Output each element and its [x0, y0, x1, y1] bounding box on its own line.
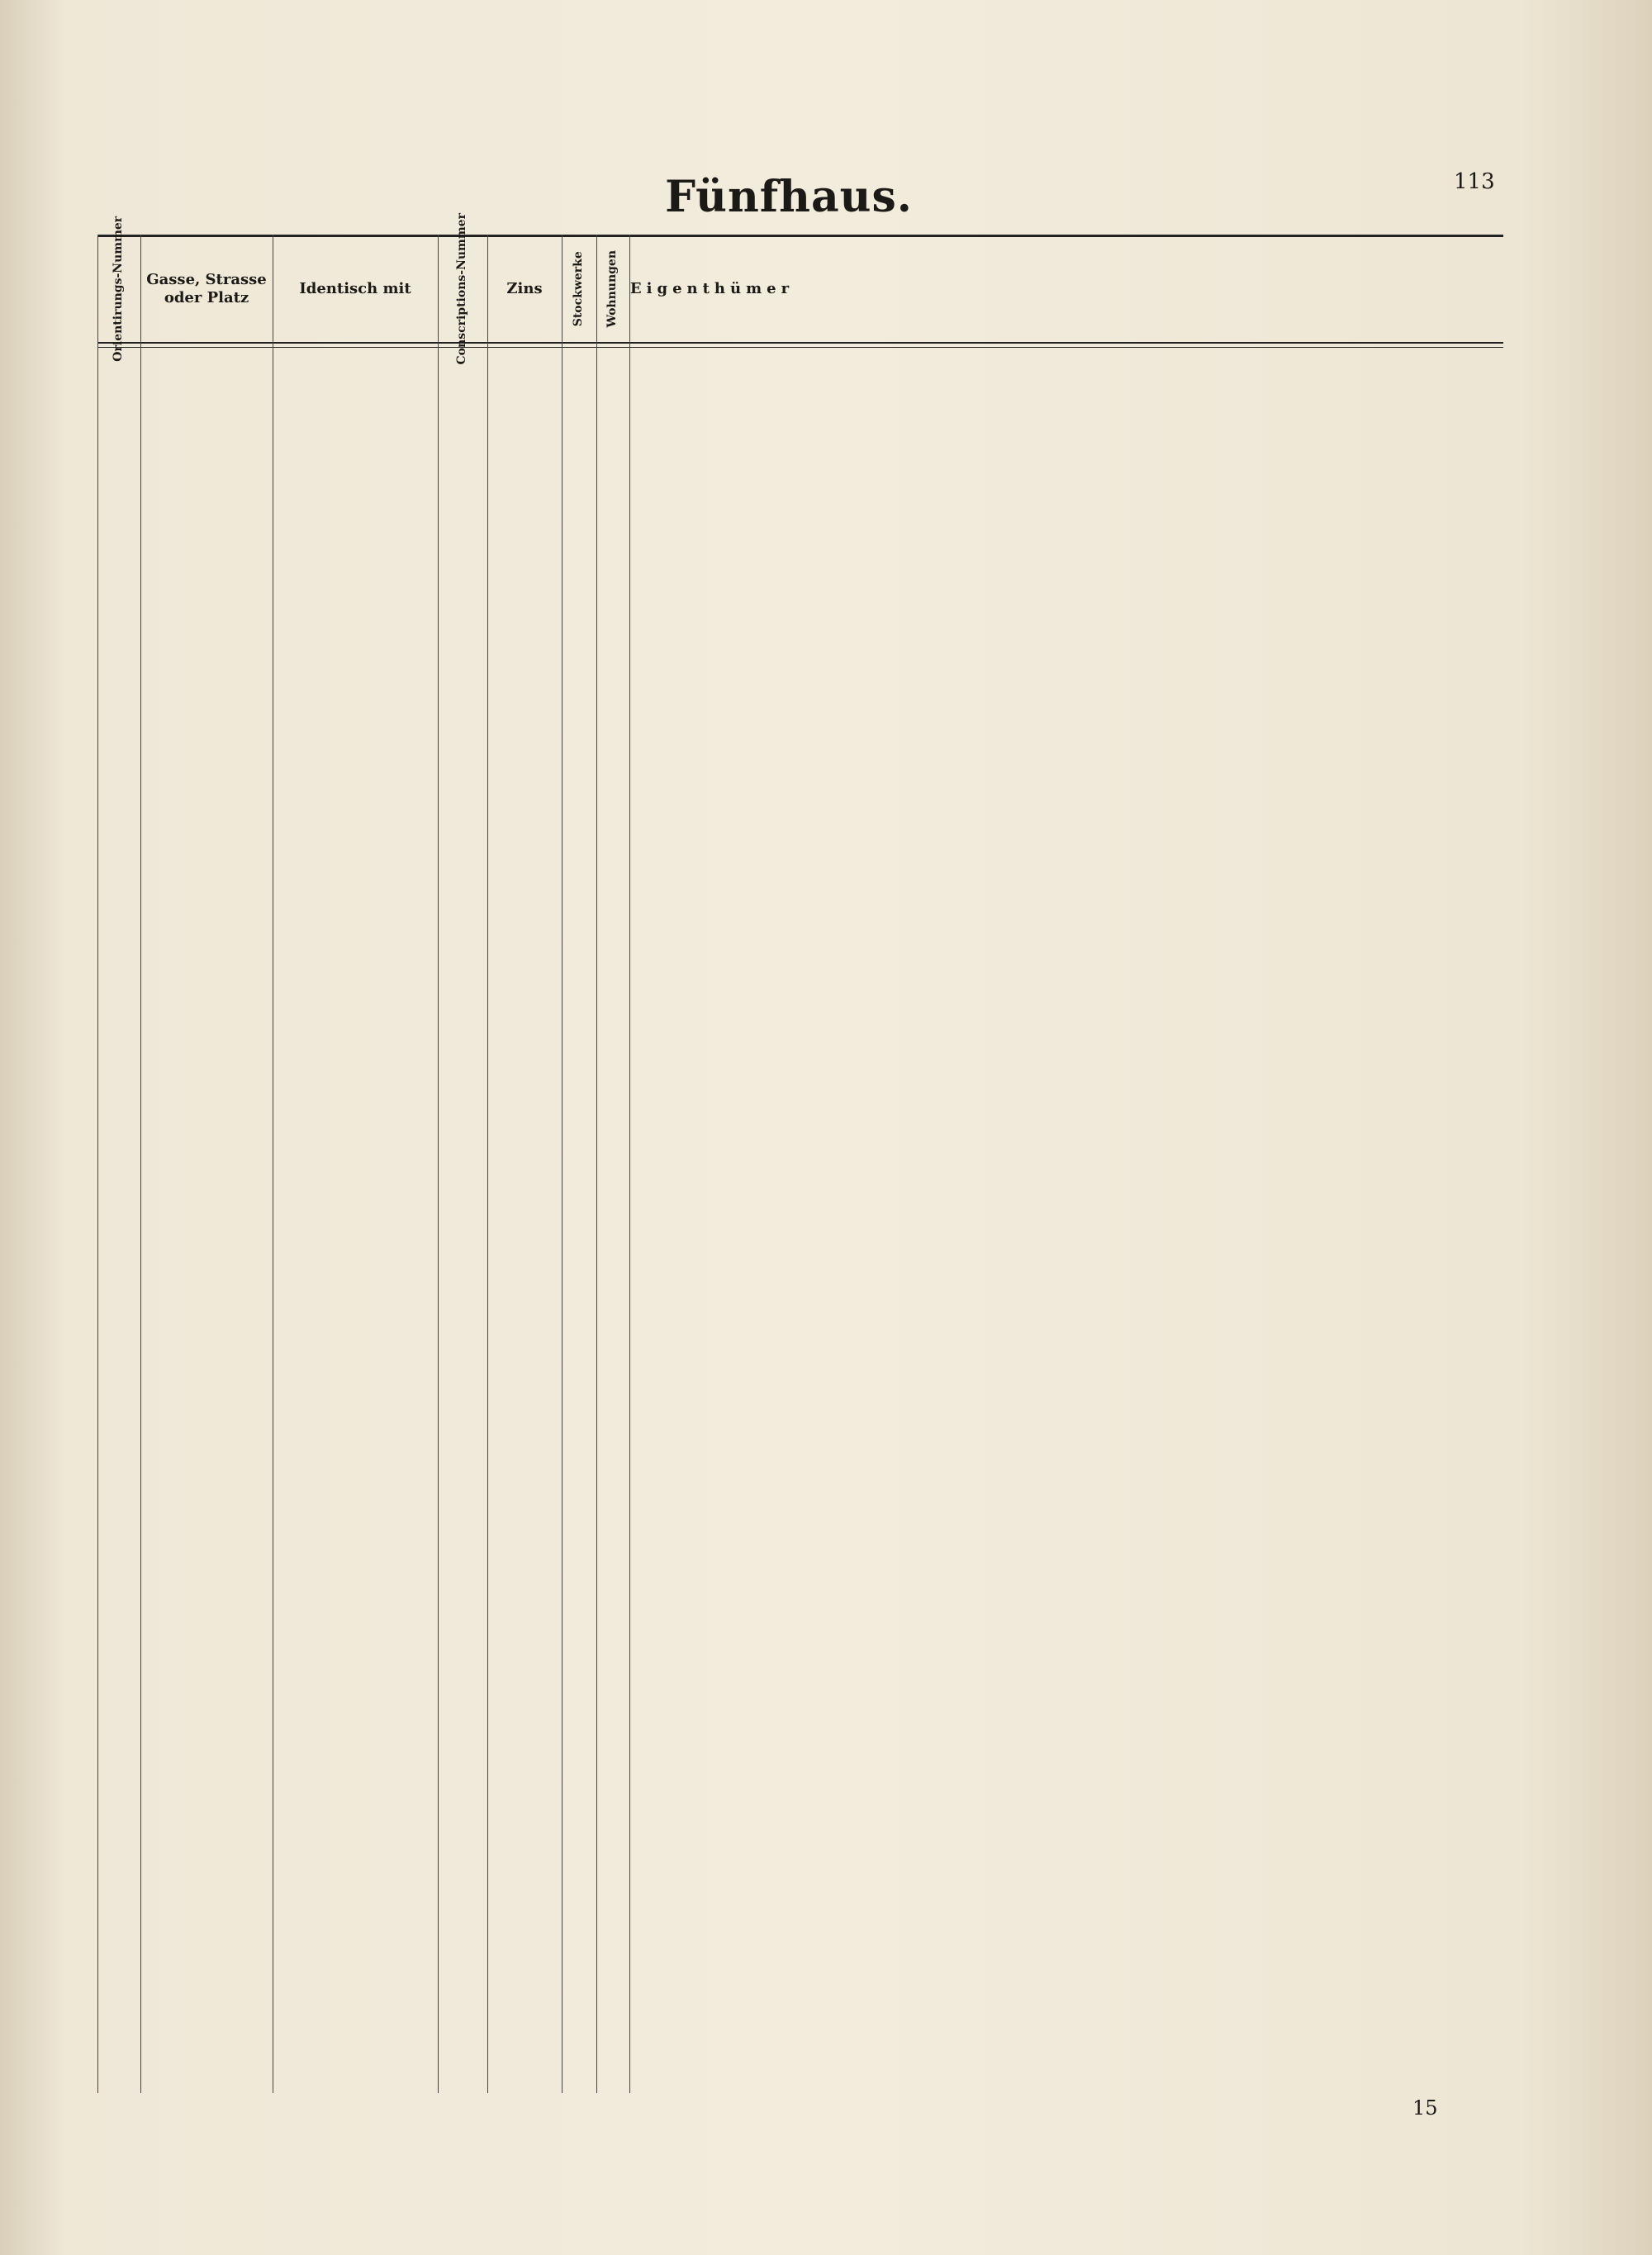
header-street: [140, 240, 273, 339]
column-rule: [97, 235, 98, 2093]
header-owner: [629, 240, 795, 339]
header-label: Stockwerke: [572, 251, 586, 327]
header-label: Zins: [506, 279, 543, 297]
header-zins: [487, 240, 562, 339]
page-title: Fünfhaus.: [665, 172, 913, 222]
column-rule: [487, 235, 488, 2093]
header-orient: [97, 216, 140, 362]
column-rule: [562, 235, 563, 2093]
signature-mark: 15: [1412, 2096, 1438, 2120]
column-rule: [596, 235, 597, 2093]
header-conscr: [438, 213, 487, 365]
header-label: Wohnungen: [605, 250, 620, 328]
header-rule-thin: [97, 347, 1503, 348]
header-label: Conscriptions-Nummer: [455, 213, 469, 365]
column-rule: [629, 235, 630, 2093]
header-ident: [273, 240, 438, 339]
column-rule: [438, 235, 439, 2093]
header-label: Identisch mit: [299, 279, 411, 297]
header-label: Orientirungs-Nummer: [112, 216, 126, 362]
header-wohn: [596, 240, 629, 339]
header-rule: [97, 342, 1503, 344]
page-number: 113: [1454, 169, 1495, 194]
table-top-rule: [97, 235, 1503, 237]
header-label: Gasse, Strasse oder Platz: [146, 270, 267, 306]
column-rule: [140, 235, 141, 2093]
header-label: Eigenthümer: [629, 279, 795, 297]
header-stock: [562, 240, 596, 339]
